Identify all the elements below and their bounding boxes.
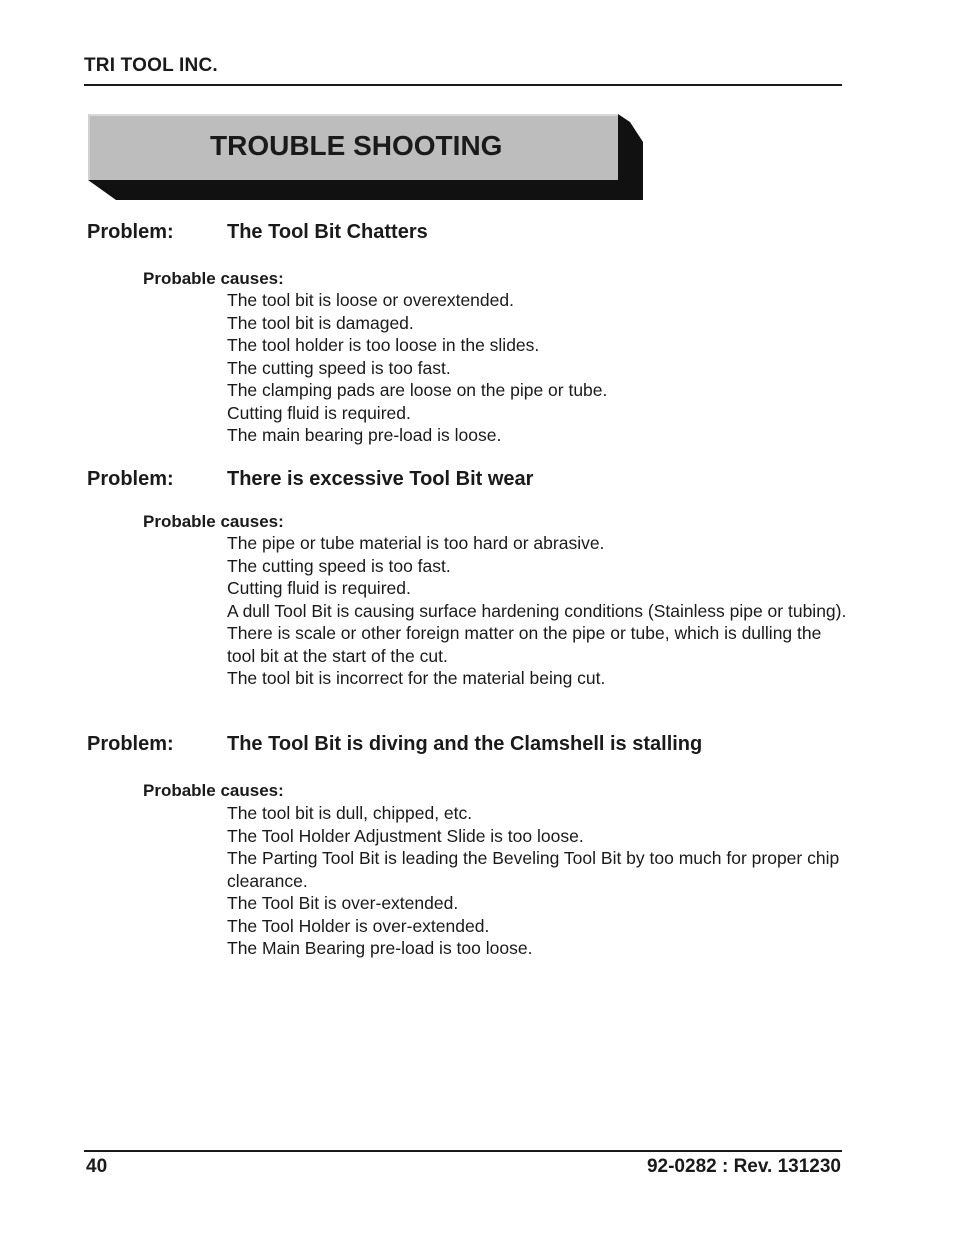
cause-item: The pipe or tube material is too hard or abrasive. [227, 533, 605, 553]
cause-item: The cutting speed is too fast. [227, 357, 451, 378]
header-rule [84, 84, 842, 86]
causes-list [227, 802, 847, 960]
cause-item: The tool bit is incorrect for the material being cut. [227, 668, 606, 688]
cause-item: There is scale or other foreign matter on the pipe or tube, which is dulling the tool bit at the start of the cut. [227, 623, 822, 666]
problem-heading [87, 221, 428, 244]
cause-item: The tool holder is too loose in the slides. [227, 335, 540, 355]
company-name: TRI TOOL INC. [84, 55, 218, 76]
cause-item: Cutting fluid is required. [227, 578, 411, 598]
cause-item: The tool bit is damaged. [227, 312, 414, 333]
problem-heading [87, 733, 702, 756]
cause-item: The main bearing pre-load is loose. [227, 425, 502, 445]
causes-list [227, 532, 847, 690]
document-revision: 92-0282 : Rev. 131230 [646, 1156, 841, 1177]
cause-item: The Tool Bit is over-extended. [227, 893, 459, 913]
cause-item: Cutting fluid is required. [227, 402, 411, 423]
cause-item: The Main Bearing pre-load is too loose. [227, 938, 533, 958]
cause-item: The tool bit is dull, chipped, etc. [227, 803, 473, 823]
causes-list [227, 289, 847, 447]
probable-causes-label: Probable causes: [143, 269, 284, 288]
problem-label: Problem: [87, 468, 174, 490]
cause-item: The clamping pads are loose on the pipe or tube. [227, 380, 608, 400]
cause-item: The Tool Holder is over-extended. [227, 915, 490, 936]
cause-item: The Tool Holder Adjustment Slide is too loose. [227, 825, 584, 846]
probable-causes-label: Probable causes: [143, 512, 284, 531]
probable-causes-label: Probable causes: [143, 781, 284, 800]
cause-item: The cutting speed is too fast. [227, 555, 451, 576]
problem-heading [87, 468, 533, 491]
problem-label: Problem: [87, 733, 174, 755]
cause-item: The tool bit is loose or overextended. [227, 290, 514, 310]
page-number: 40 [86, 1156, 108, 1177]
footer-rule [84, 1150, 842, 1152]
banner-face [88, 114, 618, 180]
section-banner [88, 114, 643, 200]
problem-title: The Tool Bit is diving and the Clamshell is stalling [227, 733, 703, 755]
cause-item: A dull Tool Bit is causing surface hardening conditions (Stainless pipe or tubing). [227, 600, 847, 621]
cause-item: The Parting Tool Bit is leading the Beveling Tool Bit by too much for proper chip clearance. [227, 848, 840, 891]
problem-label: Problem: [87, 221, 174, 243]
section-title: TROUBLE SHOOTING [210, 130, 503, 161]
problem-title: There is excessive Tool Bit wear [227, 468, 534, 490]
problem-title: The Tool Bit Chatters [227, 221, 428, 243]
